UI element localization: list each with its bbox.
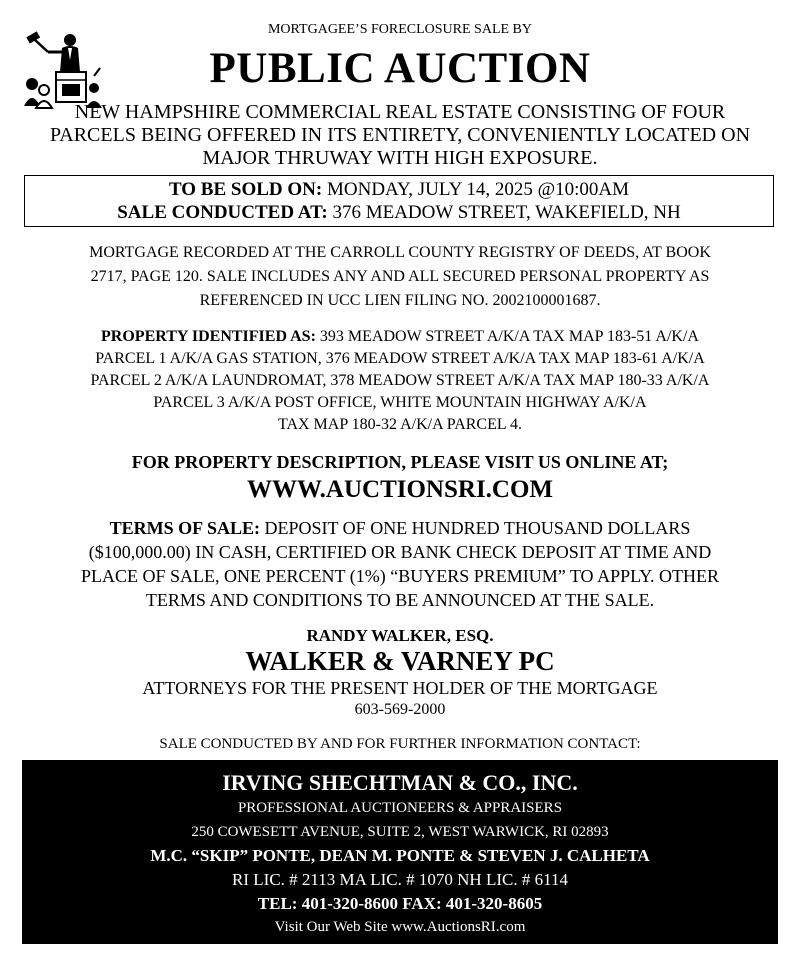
sale-date-box: [24, 175, 774, 227]
attorney-role: ATTORNEYS FOR THE PRESENT HOLDER OF THE MORTGAGE: [142, 678, 658, 698]
attorney-name: RANDY WALKER, ESQ.: [306, 626, 494, 645]
property-line-5: TAX MAP 180-32 A/K/A PARCEL 4.: [277, 416, 523, 433]
property-label: PROPERTY IDENTIFIED AS:: [101, 328, 316, 345]
terms-first-rest: DEPOSIT OF ONE HUNDRED THOUSAND DOLLARS: [260, 518, 691, 538]
property-line-4: PARCEL 3 A/K/A POST OFFICE, WHITE MOUNTAIN HIGHWAY A/K/A: [153, 394, 647, 411]
auctioneer-tel-fax: TEL: 401-320-8600 FAX: 401-320-8605: [257, 894, 543, 913]
property-line-2: PARCEL 1 A/K/A GAS STATION, 376 MEADOW STREET A/K/A TAX MAP 183-61 A/K/A: [95, 350, 705, 367]
terms-label: TERMS OF SALE:: [109, 518, 260, 538]
terms-line-4: TERMS AND CONDITIONS TO BE ANNOUNCED AT THE SALE.: [145, 590, 655, 610]
terms-line-1: [0, 518, 800, 539]
website-url: WWW.AUCTIONSRI.COM: [246, 476, 554, 503]
auctioneer-company: IRVING SHECHTMAN & CO., INC.: [222, 770, 578, 795]
sale-location-line: [25, 202, 773, 224]
conducted-at-value: 376 MEADOW STREET, WAKEFIELD, NH: [327, 202, 681, 223]
intro-line-2: PARCELS BEING OFFERED IN ITS ENTIRETY, CONVENIENTLY LOCATED ON: [49, 124, 751, 146]
page-title: PUBLIC AUCTION: [209, 45, 591, 92]
sale-date-line: [25, 179, 773, 201]
auctioneer-info-box: [22, 760, 778, 944]
mortgage-line-3: REFERENCED IN UCC LIEN FILING NO. 2002100001687.: [199, 292, 601, 309]
auctioneer-address: 250 COWESETT AVENUE, SUITE 2, WEST WARWICK, RI 02893: [191, 824, 609, 840]
attorney-phone: 603-569-2000: [354, 701, 446, 718]
intro-line-3: MAJOR THRUWAY WITH HIGH EXPOSURE.: [202, 147, 598, 169]
property-line-1: [0, 328, 800, 346]
auctioneer-names: M.C. “SKIP” PONTE, DEAN M. PONTE & STEVEN J. CALHETA: [150, 846, 650, 865]
property-first-rest: 393 MEADOW STREET A/K/A TAX MAP 183-51 A/K/A: [315, 328, 699, 345]
auctioneer-subtitle: PROFESSIONAL AUCTIONEERS & APPRAISERS: [237, 800, 563, 816]
sold-on-value: MONDAY, JULY 14, 2025 @10:00AM: [322, 179, 630, 200]
conducted-at-label: SALE CONDUCTED AT:: [117, 202, 328, 223]
property-line-3: PARCEL 2 A/K/A LAUNDROMAT, 378 MEADOW STREET A/K/A TAX MAP 180-33 A/K/A: [90, 372, 710, 389]
intro-line-1: NEW HAMPSHIRE COMMERCIAL REAL ESTATE CONSISTING OF FOUR: [74, 101, 726, 123]
online-heading: FOR PROPERTY DESCRIPTION, PLEASE VISIT US ONLINE AT;: [131, 452, 669, 472]
header-kicker: MORTGAGEE’S FORECLOSURE SALE BY: [267, 22, 532, 37]
terms-line-2: ($100,000.00) IN CASH, CERTIFIED OR BANK CHECK DEPOSIT AT TIME AND: [88, 542, 712, 562]
law-firm-name: WALKER & VARNEY PC: [245, 646, 555, 676]
auctioneer-licenses: RI LIC. # 2113 MA LIC. # 1070 NH LIC. # 6114: [232, 870, 568, 889]
sold-on-label: TO BE SOLD ON:: [168, 179, 323, 200]
mortgage-line-1: MORTGAGE RECORDED AT THE CARROLL COUNTY REGISTRY OF DEEDS, AT BOOK: [89, 244, 711, 261]
terms-line-3: PLACE OF SALE, ONE PERCENT (1%) “BUYERS PREMIUM” TO APPLY. OTHER: [81, 566, 719, 586]
mortgage-line-2: 2717, PAGE 120. SALE INCLUDES ANY AND ALL SECURED PERSONAL PROPERTY AS: [90, 268, 710, 285]
contact-intro: SALE CONDUCTED BY AND FOR FURTHER INFORMATION CONTACT:: [159, 736, 641, 752]
auctioneer-website: Visit Our Web Site www.AuctionsRI.com: [274, 919, 526, 935]
